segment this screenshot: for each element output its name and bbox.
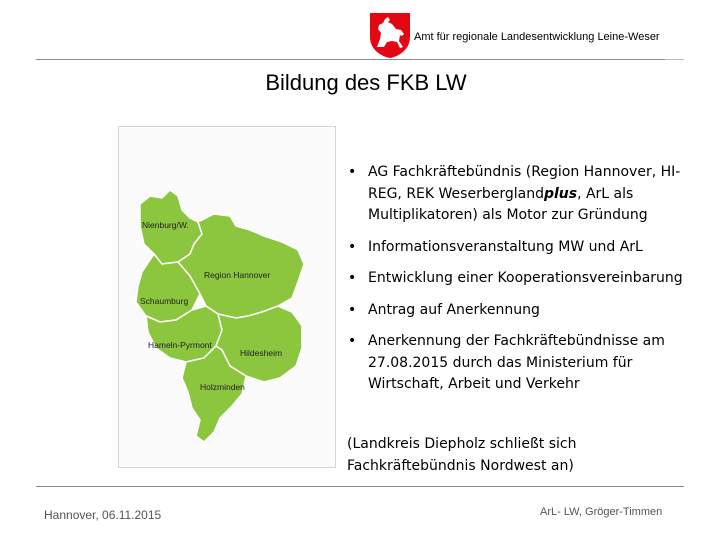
map-label-hameln-pyrmont: Hameln-Pyrmont bbox=[148, 340, 212, 350]
bullet-text: Entwicklung einer Kooperationsvereinbarung bbox=[368, 270, 683, 286]
organization-name: Amt für regionale Landesentwicklung Leine-Weser bbox=[414, 31, 660, 43]
bullet-marker: • bbox=[348, 301, 357, 318]
map-label-hildesheim: Hildesheim bbox=[240, 348, 283, 358]
bullet-text: Anerkennung der Fachkräftebündnisse am 27.08.2015 durch das Ministerium für Wirtschaft, Arbeit und Verkehr bbox=[368, 333, 665, 392]
bullet-list bbox=[346, 162, 691, 406]
bullet-marker: • bbox=[348, 333, 357, 349]
map-label-schaumburg: Schaumburg bbox=[140, 296, 189, 306]
bullet-item bbox=[346, 331, 691, 396]
footer-date: Hannover, 06.11.2015 bbox=[44, 508, 162, 522]
region-map bbox=[118, 126, 336, 468]
slide-title: Bildung des FKB LW bbox=[265, 70, 467, 95]
footer-author: ArL- LW, Gröger-Timmen bbox=[540, 506, 663, 518]
bullet-text: Antrag auf Anerkennung bbox=[368, 301, 540, 318]
bullet-item bbox=[346, 300, 691, 322]
bullet-marker: • bbox=[348, 270, 357, 286]
bullet-text: Informationsveranstaltung MW und ArL bbox=[368, 238, 643, 255]
map-label-nienburg: Nienburg/W. bbox=[142, 220, 189, 230]
footer-divider bbox=[36, 486, 684, 487]
map-label-region-hannover: Region Hannover bbox=[204, 270, 271, 280]
bullet-marker: • bbox=[348, 164, 357, 180]
header-divider-accent bbox=[665, 59, 684, 60]
header-divider bbox=[36, 59, 684, 60]
bullet-item bbox=[346, 237, 691, 259]
note-text: (Landkreis Diepholz schließt sich Fachkräftebündnis Nordwest an) bbox=[347, 436, 577, 474]
map-label-holzminden: Holzminden bbox=[200, 382, 245, 392]
bullet-marker: • bbox=[348, 238, 357, 255]
bullet-text: AG Fachkräftebündnis (Region Hannover, HI-REG, REK Weserberglandplus, ArL als Multiplikatoren) als Motor zur Gründung bbox=[368, 164, 681, 223]
lower-saxony-horse-logo-icon bbox=[368, 11, 412, 59]
bullet-item bbox=[346, 268, 691, 290]
bullet-item bbox=[346, 162, 691, 227]
